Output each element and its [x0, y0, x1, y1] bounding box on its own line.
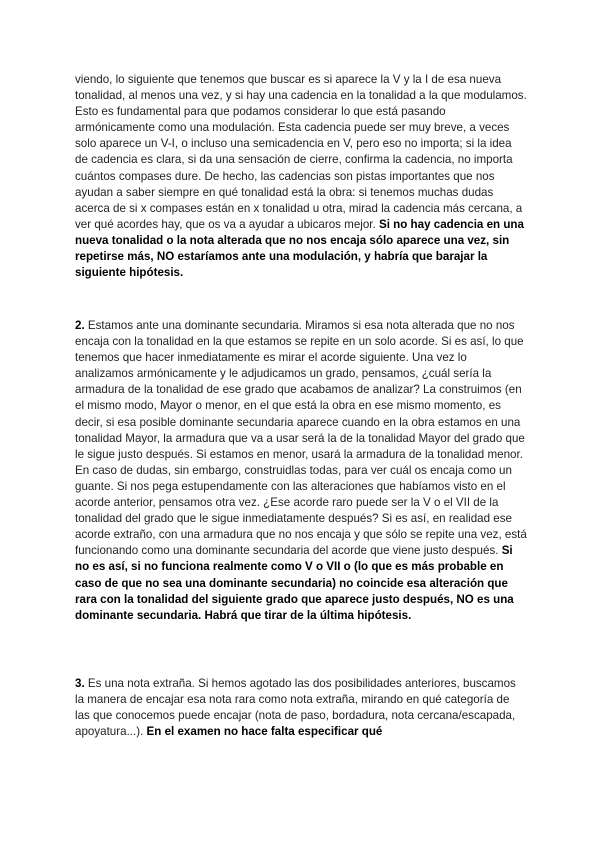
paragraph-text: Estamos ante una dominante secundaria. Miramos si esa nota alterada que no nos encaja con la tonalidad en la que estamos se repite en un solo acorde. Si es así, lo que tenemos que hacer inmediatamente es mirar el acorde siguiente. Una vez lo analizamos armónicamente y le adjudicamos un grado, pensamos, ¿cuál sería la armadura de la tonalidad de ese grado que acabamos de analizar? La construimos (en el mismo modo, Mayor o menor, en el que está la obra en ese mismo momento, es decir, si esa posible dominante secundaria aparece cuando en la obra estamos en una tonalidad Mayor, la armadura que va a usar será la de la tonalidad Mayor del grado que le sigue justo después. Si estamos en menor, usará la armadura de la tonalidad menor. En caso de dudas, sin embargo, construidlas todas, para ver cuál os encaja como un guante. Si nos pega estupendamente con las alteraciones que habíamos visto en el acorde anterior, pensamos otra vez. ¿Ese acorde raro puede ser la V o el VII de la tonalidad del grado que le sigue inmediatamente después? Si es así, en realidad ese acorde extraño, con una armadura que no nos encaja y que sólo se repite una vez, está funcionando como una dominante secundaria del acorde que viene justo después. [75, 319, 527, 558]
paragraph-number: 3. [75, 677, 85, 690]
paragraph-nonchord-tone [75, 676, 527, 740]
paragraph-bold-conclusion: Si no hay cadencia en una nueva tonalidad o la nota alterada que no nos encaja sólo aparece una vez, sin repetirse más, NO estaríamos ante una modulación, y habría que barajar la siguiente hipótesis. [75, 217, 524, 280]
paragraph-number: 2. [75, 319, 85, 332]
paragraph-text: viendo, lo siguiente que tenemos que buscar es si aparece la V y la I de esa nueva tonalidad, al menos una vez, y si hay una cadencia en la tonalidad a la que modulamos. Esto es fundamental para que podamos considerar lo que está pasando armónicamente como una modulación. Esta cadencia puede ser muy breve, a veces solo aparece un V-I, o incluso una semicadencia en V, pero eso no importa; si la idea de cadencia es clara, si da una sensación de cierre, confirma la cadencia, no importa cuántos compases dure. De hecho, las cadencias son pistas importantes que nos ayudan a saber siempre en qué tonalidad está la obra: si tenemos muchas dudas acerca de si x compases están en x tonalidad u otra, mirad la cadencia más cercana, a ver qué acordes hay, que os va a ayudar a ubicaros mejor. [75, 73, 527, 231]
paragraph-bold-conclusion: En el examen no hace falta especificar qué [146, 725, 383, 739]
paragraph-text: Es una nota extraña. Si hemos agotado las dos posibilidades anteriores, buscamos la manera de encajar esa nota rara como nota extraña, mirando en qué categoría de las que conocemos puede encajar (nota de paso, bordadura, nota cercana/escapada, apoyatura...). [75, 677, 516, 739]
paragraph-secondary-dominant [75, 318, 527, 624]
paragraph-bold-conclusion: Si no es así, si no funciona realmente como V o VII o (lo que es más probable en caso de que no sea una dominante secundaria) no coincide esa alteración que rara con la tonalidad del siguiente grado que aparece justo después, NO es una dominante secundaria. Habrá que tirar de la última hipótesis. [75, 544, 514, 622]
paragraph-modulation [75, 72, 527, 281]
